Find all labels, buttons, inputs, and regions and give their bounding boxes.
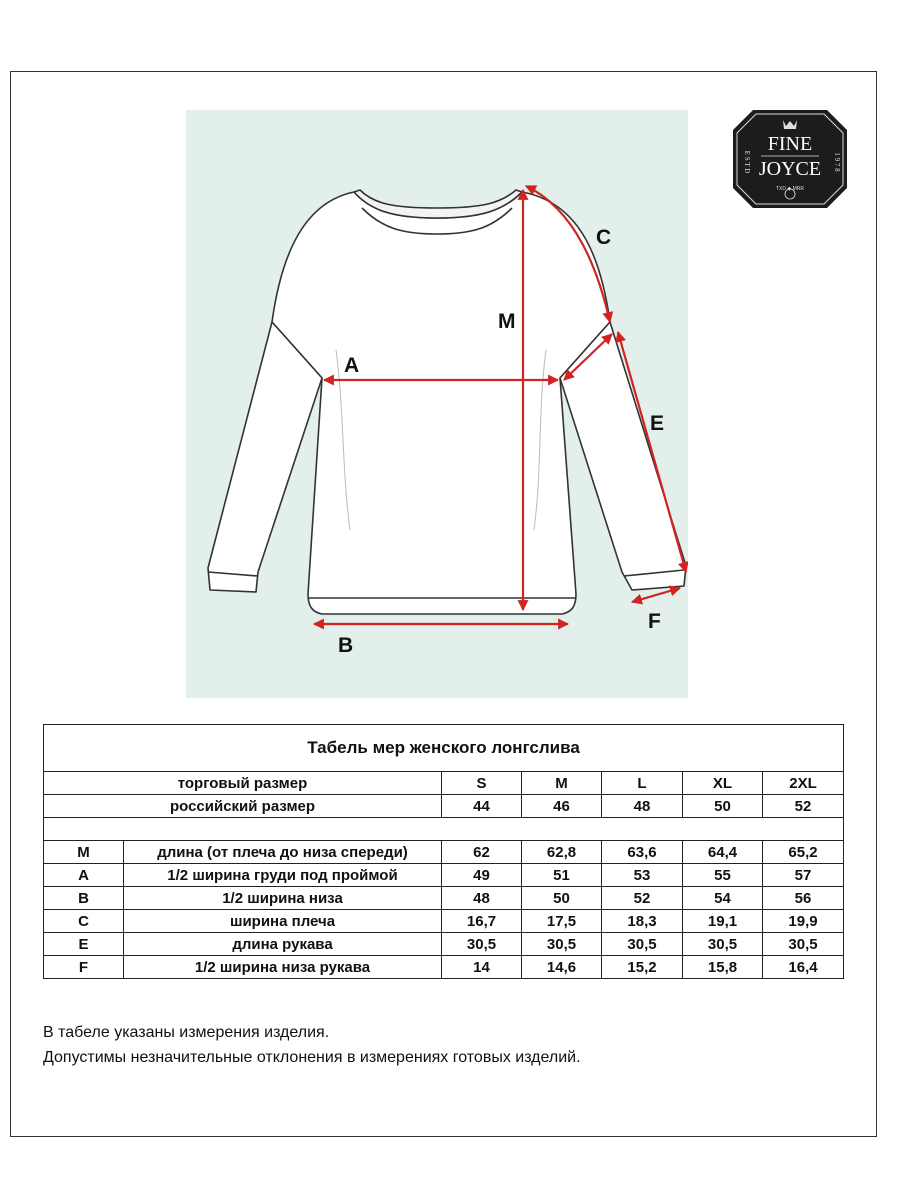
label-F: F: [648, 610, 661, 633]
row-label: 1/2 ширина низа: [124, 887, 442, 910]
row-value: 15,8: [683, 956, 763, 979]
table-row: [44, 910, 844, 933]
brand-bottom: TXD ◆ MRR: [775, 186, 805, 192]
row-value: 30,5: [763, 933, 844, 956]
row-value: 30,5: [522, 933, 602, 956]
row-value: 19,1: [683, 910, 763, 933]
trade-size-cell: S: [442, 772, 522, 795]
trade-size-cell: 2XL: [763, 772, 844, 795]
ru-size-cell: 52: [763, 795, 844, 818]
right-sleeve: [560, 322, 686, 590]
row-value: 17,5: [522, 910, 602, 933]
table-spacer-row: [44, 818, 844, 841]
table-row: [44, 887, 844, 910]
label-A: A: [344, 354, 360, 377]
row-value: 49: [442, 864, 522, 887]
row-value: 16,4: [763, 956, 844, 979]
garment-diagram: [186, 110, 688, 698]
longsleeve-outline: [208, 190, 686, 614]
left-sleeve: [208, 322, 322, 592]
row-code: M: [44, 841, 124, 864]
row-label: ширина плеча: [124, 910, 442, 933]
row-value: 56: [763, 887, 844, 910]
ru-size-cell: 46: [522, 795, 602, 818]
row-value: 30,5: [683, 933, 763, 956]
row-value: 48: [442, 887, 522, 910]
label-C: C: [596, 226, 612, 249]
trade-size-label: торговый размер: [44, 772, 442, 795]
table-row: [44, 841, 844, 864]
row-value: 62: [442, 841, 522, 864]
row-value: 30,5: [442, 933, 522, 956]
row-value: 65,2: [763, 841, 844, 864]
brand-logo: [731, 108, 849, 210]
row-value: 50: [522, 887, 602, 910]
row-value: 15,2: [602, 956, 683, 979]
table-title: Табель мер женского лонгслива: [44, 725, 844, 772]
table-row: [44, 933, 844, 956]
row-code: B: [44, 887, 124, 910]
row-value: 53: [602, 864, 683, 887]
size-chart-table: [43, 724, 844, 979]
row-value: 52: [602, 887, 683, 910]
row-value: 55: [683, 864, 763, 887]
trade-size-cell: M: [522, 772, 602, 795]
row-code: F: [44, 956, 124, 979]
trade-size-cell: L: [602, 772, 683, 795]
ru-size-cell: 48: [602, 795, 683, 818]
ru-size-label: российский размер: [44, 795, 442, 818]
row-value: 14,6: [522, 956, 602, 979]
notes-block: [43, 1020, 581, 1070]
row-label: 1/2 ширина низа рукава: [124, 956, 442, 979]
row-value: 51: [522, 864, 602, 887]
row-value: 14: [442, 956, 522, 979]
brand-year: 1 9 7 8: [833, 152, 841, 172]
row-value: 30,5: [602, 933, 683, 956]
table-row: [44, 864, 844, 887]
row-code: A: [44, 864, 124, 887]
table-row: [44, 956, 844, 979]
row-value: 63,6: [602, 841, 683, 864]
row-code: E: [44, 933, 124, 956]
brand-name-line2: JOYCE: [758, 158, 822, 180]
brand-estd: E S T D: [743, 150, 751, 174]
row-value: 19,9: [763, 910, 844, 933]
label-M: M: [498, 310, 516, 333]
ru-size-cell: 50: [683, 795, 763, 818]
label-E: E: [650, 412, 665, 435]
row-value: 16,7: [442, 910, 522, 933]
measurement-rows: [44, 841, 844, 979]
row-value: 54: [683, 887, 763, 910]
note-line-2: Допустимы незначительные отклонения в измерениях готовых изделий.: [43, 1049, 581, 1066]
ru-size-cell: 44: [442, 795, 522, 818]
row-value: 62,8: [522, 841, 602, 864]
garment-body: [272, 192, 610, 614]
row-label: длина (от плеча до низа спереди): [124, 841, 442, 864]
brand-name-line1: FINE: [767, 133, 813, 155]
row-value: 57: [763, 864, 844, 887]
note-line-1: В табеле указаны измерения изделия.: [43, 1024, 330, 1041]
row-label: 1/2 ширина груди под проймой: [124, 864, 442, 887]
row-value: 64,4: [683, 841, 763, 864]
label-B: B: [338, 634, 354, 657]
row-label: длина рукава: [124, 933, 442, 956]
row-code: C: [44, 910, 124, 933]
trade-size-cell: XL: [683, 772, 763, 795]
row-value: 18,3: [602, 910, 683, 933]
